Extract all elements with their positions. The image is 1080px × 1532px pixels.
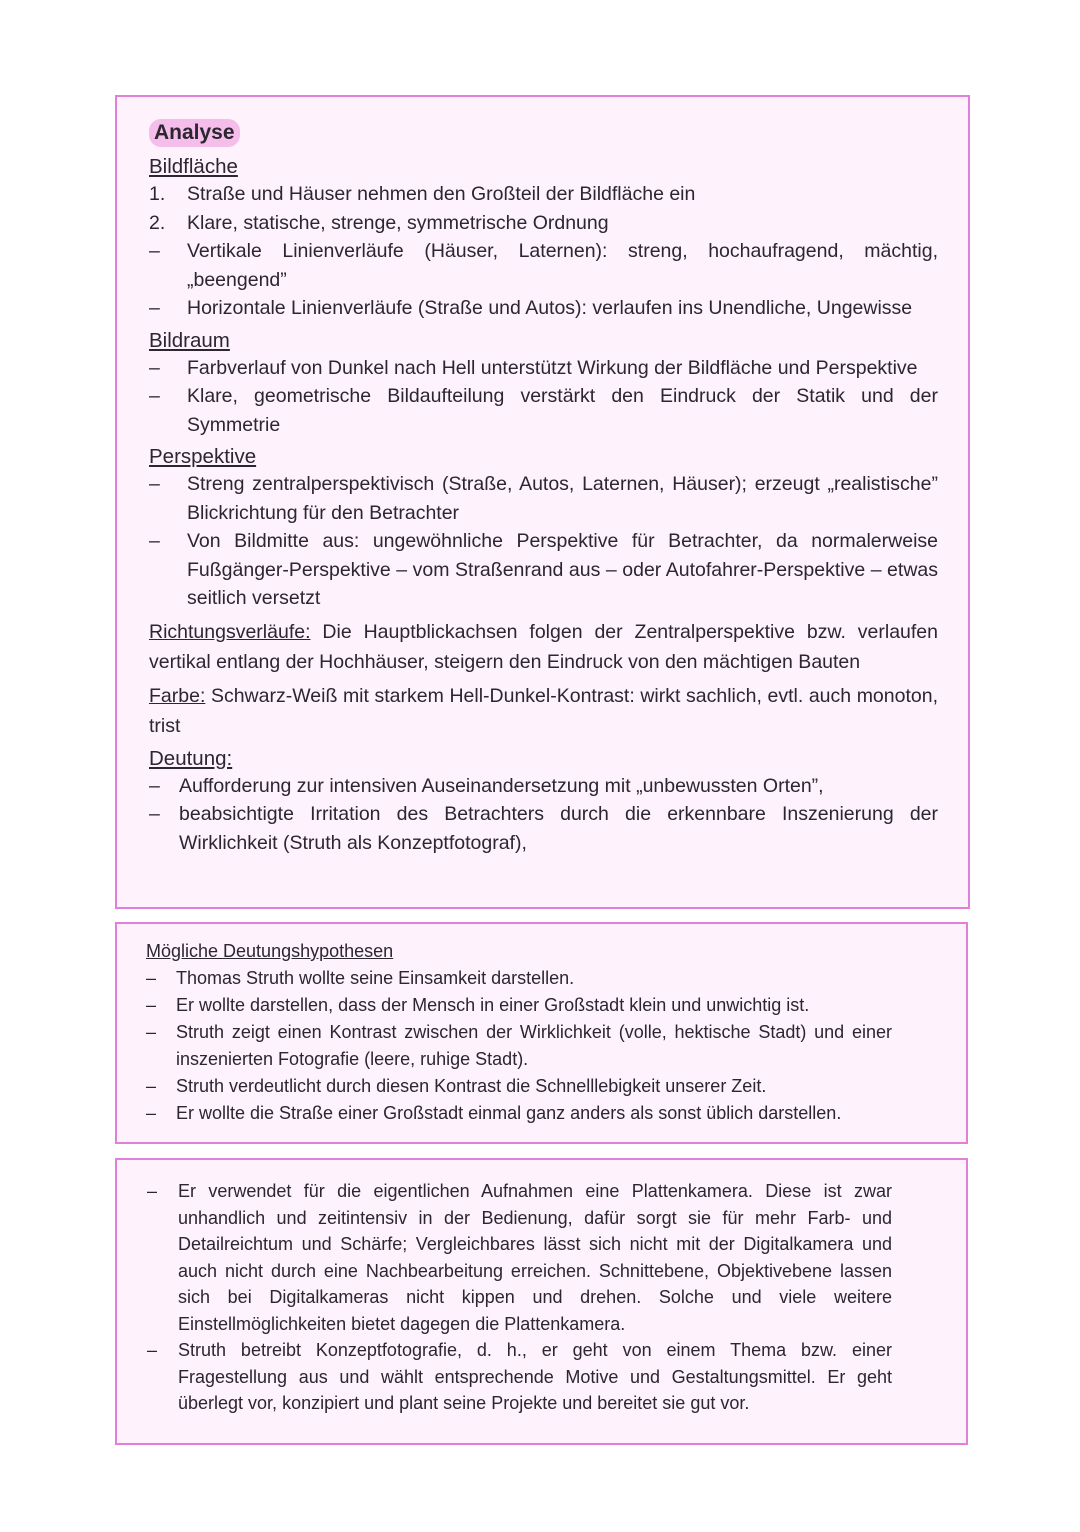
analysis-title: Analyse bbox=[149, 119, 240, 147]
bildflaeche-list bbox=[149, 180, 938, 323]
list-item: 2. Klare, statische, strenge, symmetrische Ordnung bbox=[149, 211, 609, 234]
perspektive-list bbox=[149, 470, 938, 613]
list-item: – Struth betreibt Konzeptfotografie, d. h., er geht von einem Thema bzw. einer Fragestellung aus und wählt entsprechende Motive und Gestaltungsmittel. Er geht überlegt vor, konzipiert und plant seine Projekte und bereitet sie gut vor. bbox=[147, 1340, 892, 1413]
hypotheses-heading: Mögliche Deutungshypothesen bbox=[146, 941, 394, 961]
bildflaeche-heading: Bildfläche bbox=[149, 155, 238, 178]
bildraum-list bbox=[149, 354, 938, 440]
richtungsverlaeufe-paragraph: Richtungsverläufe: Die Hauptblickachsen folgen der Zentralperspektive bzw. verlaufen vertikal entlang der Hochhäuser, steigern den Eindruck von den mächtigen Bauten bbox=[149, 620, 938, 673]
farbe-paragraph: Farbe: Schwarz-Weiß mit starkem Hell-Dunkel-Kontrast: wirkt sachlich, evtl. auch monoton, trist bbox=[149, 684, 938, 737]
list-item: 1. Straße und Häuser nehmen den Großteil der Bildfläche ein bbox=[149, 183, 696, 205]
list-item: – Er wollte darstellen, dass der Mensch in einer Großstadt klein und unwichtig ist. bbox=[146, 995, 810, 1015]
perspektive-heading: Perspektive bbox=[149, 445, 257, 468]
technique-box bbox=[115, 1158, 968, 1445]
hypotheses-list bbox=[146, 965, 892, 1127]
list-item: – Er wollte die Straße einer Großstadt einmal ganz anders als sonst üblich darstellen. bbox=[146, 1103, 842, 1123]
list-item: – Struth verdeutlicht durch diesen Kontrast die Schnelllebigkeit unserer Zeit. bbox=[146, 1076, 767, 1096]
hypotheses-box bbox=[115, 922, 968, 1144]
list-item: – Aufforderung zur intensiven Auseinandersetzung mit „unbewussten Orten”, bbox=[149, 774, 824, 797]
list-item: – Vertikale Linienverläufe (Häuser, Laternen): streng, hochaufragend, mächtig, „beengend” bbox=[149, 240, 938, 291]
list-item: – Von Bildmitte aus: ungewöhnliche Perspektive für Betrachter, da normalerweise Fußgänger-Perspektive – vom Straßenrand aus – oder Autofahrer-Perspektive – etwas seitlich versetzt bbox=[149, 530, 938, 609]
list-item: – beabsichtigte Irritation des Betrachters durch die erkennbare Inszenierung der Wirklichkeit (Struth als Konzeptfotograf), bbox=[149, 803, 938, 854]
list-item: – Farbverlauf von Dunkel nach Hell unterstützt Wirkung der Bildfläche und Perspektive bbox=[149, 356, 918, 379]
list-item: – Er verwendet für die eigentlichen Aufnahmen eine Plattenkamera. Diese ist zwar unhandlich und zeitintensiv in der Bedienung, dafür sorgt sie für mehr Farb- und Detailreichtum und Schärfe; Vergleichbares lässt sich nicht mit der Digitalkamera und auch nicht durch eine Nachbearbeitung erreichen. Schnittebene, Objektivebene lassen sich bei Digitalkameras nicht kippen und drehen. Solche und viele weitere Einstellmöglichkeiten bietet dagegen die Plattenkamera. bbox=[147, 1181, 892, 1334]
farbe-label: Farbe: bbox=[149, 684, 206, 707]
list-item: – Horizontale Linienverläufe (Straße und Autos): verlaufen ins Unendliche, Ungewisse bbox=[149, 297, 913, 319]
list-item: – Klare, geometrische Bildaufteilung verstärkt den Eindruck der Statik und der Symmetrie bbox=[149, 385, 938, 436]
analysis-box bbox=[115, 95, 970, 909]
richtungsverlaeufe-label: Richtungsverläufe: bbox=[149, 620, 311, 643]
list-item: – Struth zeigt einen Kontrast zwischen der Wirklichkeit (volle, hektische Stadt) und einer inszenierten Fotografie (leere, ruhige Stadt). bbox=[146, 1022, 892, 1069]
bildraum-heading: Bildraum bbox=[149, 328, 230, 352]
deutung-list bbox=[149, 772, 938, 858]
deutung-heading: Deutung: bbox=[149, 746, 233, 770]
list-item: – Streng zentralperspektivisch (Straße, Autos, Laternen, Häuser); erzeugt „realistische” Blickrichtung für den Betrachter bbox=[149, 473, 938, 524]
technique-list bbox=[147, 1178, 892, 1417]
list-item: – Thomas Struth wollte seine Einsamkeit darstellen. bbox=[146, 968, 575, 988]
